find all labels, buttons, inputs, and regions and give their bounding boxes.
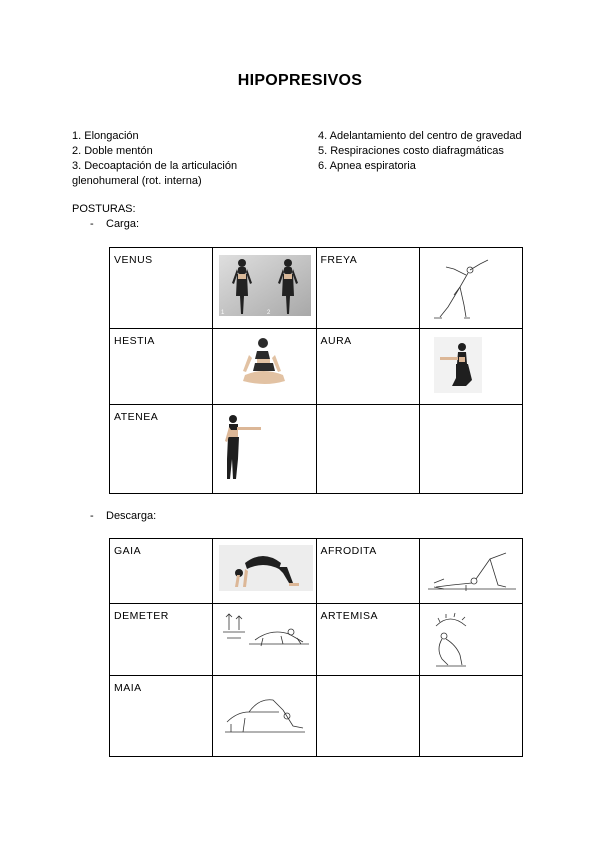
venus-figure-image bbox=[219, 255, 311, 316]
cell-artemisa-label bbox=[316, 604, 419, 676]
cell-atenea-image bbox=[213, 405, 316, 494]
cell-demeter-image bbox=[213, 604, 316, 676]
descarga-table bbox=[109, 538, 523, 757]
carga-label: Carga: bbox=[106, 218, 140, 230]
principle-item: 2. Doble mentón bbox=[72, 145, 153, 157]
cell-empty bbox=[316, 405, 419, 494]
cell-empty bbox=[419, 676, 522, 757]
postures-heading: POSTURAS: bbox=[72, 203, 136, 215]
principle-item: 1. Elongación bbox=[72, 130, 139, 142]
cell-aura-image bbox=[419, 329, 522, 405]
afrodita-sketch-image bbox=[426, 549, 518, 595]
cell-artemisa-image bbox=[419, 604, 522, 676]
cell-empty bbox=[316, 676, 419, 757]
principle-item: 5. Respiraciones costo diafragmáticas bbox=[318, 145, 504, 157]
principle-item: 3. Decoaptación de la articulación bbox=[72, 160, 238, 172]
posture-name-freya: FREYA bbox=[320, 254, 358, 266]
cell-afrodita-label bbox=[316, 539, 419, 604]
cell-freya-label bbox=[316, 248, 419, 329]
cell-maia-image bbox=[213, 676, 316, 757]
cell-venus-label bbox=[110, 248, 213, 329]
cell-demeter-label bbox=[110, 604, 213, 676]
cell-gaia-label bbox=[110, 539, 213, 604]
posture-name-afrodita: AFRODITA bbox=[320, 545, 377, 557]
posture-name-demeter: DEMETER bbox=[114, 610, 169, 622]
cell-freya-image bbox=[419, 248, 522, 329]
atenea-photo-image bbox=[219, 411, 263, 487]
cell-atenea-label bbox=[110, 405, 213, 494]
principles-list-right bbox=[318, 129, 558, 174]
principles-list-left bbox=[72, 129, 282, 189]
cell-venus-image bbox=[213, 248, 316, 329]
cell-afrodita-image bbox=[419, 539, 522, 604]
gaia-photo-image bbox=[219, 545, 313, 591]
carga-table bbox=[109, 247, 523, 494]
principle-item: glenohumeral (rot. interna) bbox=[72, 175, 202, 187]
descarga-subheading bbox=[90, 510, 156, 522]
cell-hestia-image bbox=[213, 329, 316, 405]
principle-item: 6. Apnea espiratoria bbox=[318, 160, 416, 172]
cell-hestia-label bbox=[110, 329, 213, 405]
bullet-dash: - bbox=[90, 510, 94, 522]
cell-maia-label bbox=[110, 676, 213, 757]
cell-aura-label bbox=[316, 329, 419, 405]
hestia-photo-image bbox=[235, 335, 293, 397]
aura-photo-image bbox=[434, 337, 482, 393]
venus-photo-mark-1: 1 bbox=[221, 310, 225, 316]
posture-name-hestia: HESTIA bbox=[114, 335, 155, 347]
venus-photo bbox=[219, 255, 311, 316]
posture-name-gaia: GAIA bbox=[114, 545, 142, 557]
artemisa-sketch-image bbox=[432, 612, 472, 668]
principle-item: 4. Adelantamiento del centro de gravedad bbox=[318, 130, 522, 142]
demeter-sketch-image bbox=[219, 610, 313, 650]
bullet-dash: - bbox=[90, 218, 94, 230]
maia-sketch-image bbox=[221, 690, 311, 738]
venus-photo-mark-2: 2 bbox=[267, 310, 271, 316]
page-title: HIPOPRESIVOS bbox=[237, 72, 363, 89]
posture-name-maia: MAIA bbox=[114, 682, 142, 694]
freya-sketch-image bbox=[430, 258, 492, 322]
posture-name-artemisa: ARTEMISA bbox=[320, 610, 378, 622]
carga-subheading bbox=[90, 218, 139, 230]
posture-name-venus: VENUS bbox=[114, 254, 153, 266]
descarga-label: Descarga: bbox=[106, 510, 157, 522]
posture-name-atenea: ATENEA bbox=[114, 411, 159, 423]
cell-empty bbox=[419, 405, 522, 494]
posture-name-aura: AURA bbox=[320, 335, 352, 347]
cell-gaia-image bbox=[213, 539, 316, 604]
